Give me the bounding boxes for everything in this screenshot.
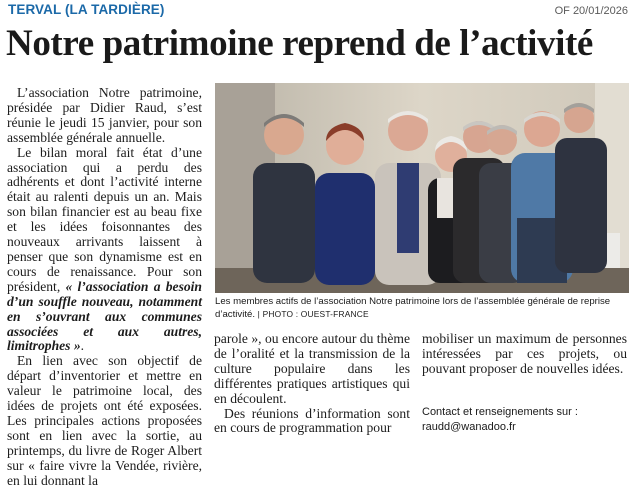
article-column-2: [214, 332, 410, 436]
paragraph-projects: En lien avec son objectif de départ d’inventorier et mettre en valeur le patrimoine local, des idées de projets ont été exposées. Les principales actions proposées sont en lien avec la sortie, au printemps, du livre de Roger Albert sur « faire vivre la Vendée, rivière, en lui donnant la: [7, 353, 202, 488]
article-column-3: [422, 332, 627, 377]
contact-email[interactable]: raudd@wanadoo.fr: [422, 421, 516, 433]
article-column-1: [7, 86, 202, 488]
contact-label: Contact et renseignements sur :: [422, 406, 578, 418]
photo-caption: [215, 295, 629, 321]
article-kicker: TERVAL (LA TARDIÈRE): [8, 2, 165, 17]
caption-text: Les membres actifs de l’association Notre patrimoine lors de l’assemblée générale de reprise d’activité.: [215, 296, 611, 320]
paragraph-bilan-end: .: [80, 338, 85, 354]
paragraph-bilan: [7, 146, 202, 355]
contact-block: [422, 405, 627, 435]
paragraph-bilan-text: Le bilan moral fait état d’une association qui a perdu des adhérents et dont l’activité interne était au ralenti depuis un an. Mais son bilan financier est au beau fixe et les idées foisonnantes des nouveaux arrivants laissent à penser que son dynamisme est en cours de renaissance. Pour son président,: [7, 144, 202, 294]
article-photo: [215, 83, 629, 293]
article-headline: Notre patrimoine reprend de l’activité: [6, 23, 593, 64]
paragraph-mobiliser: mobiliser un maximum de personnes intéressées par ces projets, ou pouvant proposer de nouvelles idées.: [422, 331, 627, 376]
president-quote: « l’association a besoin d’un souffle nouveau, notamment en s’ouvrant aux communes associées et aux autres, limitrophes »: [7, 278, 202, 354]
paragraph-reunions: Des réunions d’information sont en cours de programmation pour: [214, 405, 410, 436]
paragraph-intro: L’association Notre patrimoine, présidée par Didier Raud, s’est réunie le jeudi 15 janvier, pour son assemblée générale annuelle.: [7, 85, 202, 145]
paragraph-oralite: parole », ou encore autour du thème de l’oralité et la transmission de la culture populaire dans les différentes pratiques artistiques qui en découlent.: [214, 331, 410, 406]
photo-credit: | PHOTO : OUEST-FRANCE: [257, 309, 369, 319]
article-date: OF 20/01/2026: [554, 5, 628, 17]
